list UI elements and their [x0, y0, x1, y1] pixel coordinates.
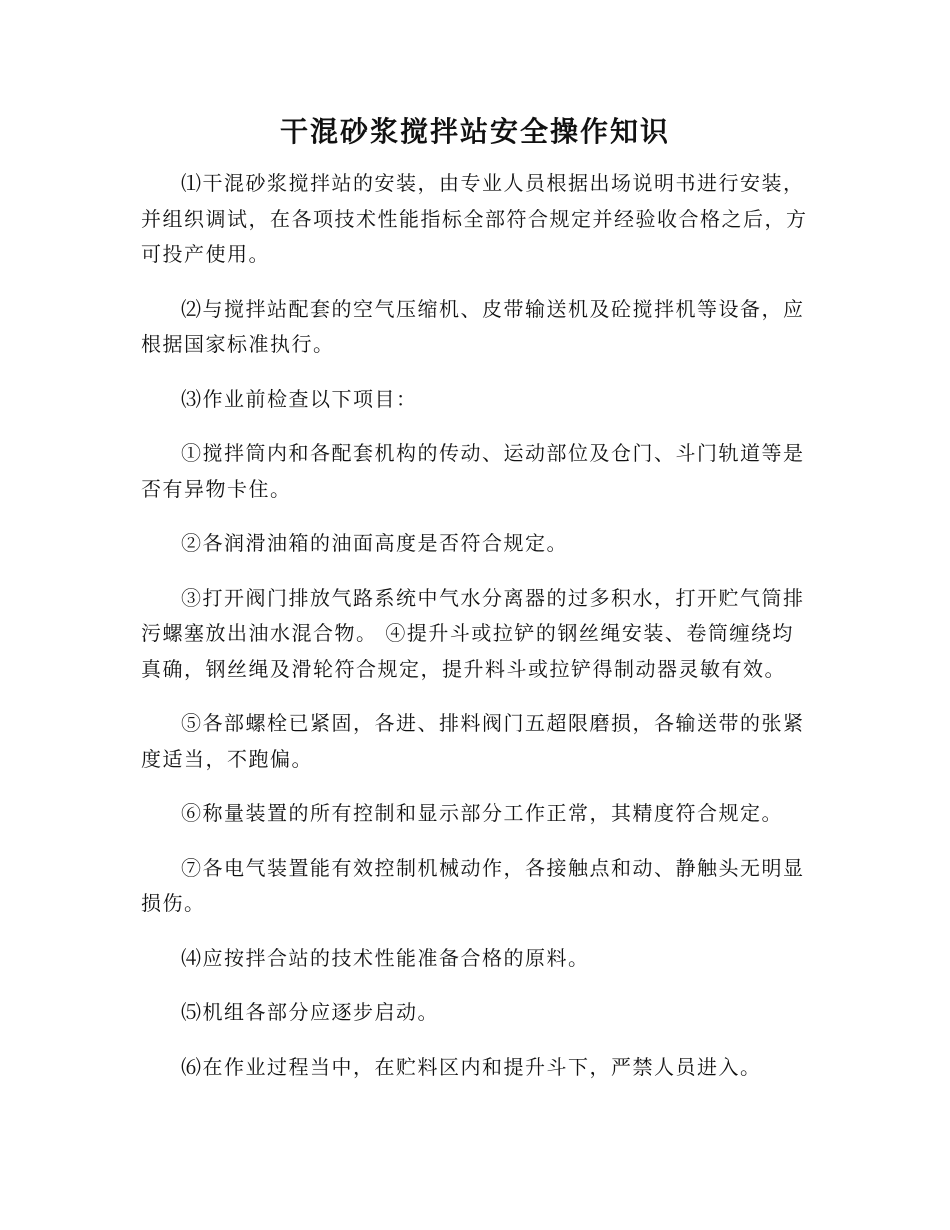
paragraph-3: ⑶作业前检查以下项目： — [181, 386, 418, 411]
paragraph-11: ⑸机组各部分应逐步启动。 — [181, 1000, 439, 1024]
document-title: 干混砂浆搅拌站安全操作知识 — [279, 115, 670, 148]
paragraph-2: ⑵与搅拌站配套的空气压缩机、皮带输送机及砼搅拌机等设备，应根据国家标准执行。 — [141, 296, 805, 356]
paragraph-4: ①搅拌筒内和各配套机构的传动、运动部位及仓门、斗门轨道等是否有异物卡住。 — [141, 441, 805, 501]
paragraph-6: ③打开阀门排放气路系统中气水分离器的过多积水，打开贮气筒排污螺塞放出油水混合物。 ④提升斗或拉铲的钢丝绳安装、卷筒缠绕均真确，钢丝绳及滑轮符合规定，提升料斗或拉铲得制动器灵敏有效。 — [141, 585, 805, 681]
paragraph-5: ②各润滑油箱的油面高度是否符合规定。 — [181, 531, 568, 555]
paragraph-7: ⑤各部螺栓已紧固，各进、排料阀门五超限磨损，各输送带的张紧度适当，不跑偏。 — [141, 711, 805, 771]
paragraph-10: ⑷应按拌合站的技术性能准备合格的原料。 — [181, 945, 590, 970]
document-body — [141, 166, 811, 1104]
paragraph-8: ⑥称量装置的所有控制和显示部分工作正常，其精度符合规定。 — [181, 801, 783, 825]
paragraph-12: ⑹在作业过程当中，在贮料区内和提升斗下，严禁人员进入。 — [181, 1054, 762, 1079]
paragraph-9: ⑦各电气装置能有效控制机械动作，各接触点和动、静触头无明显损伤。 — [141, 855, 805, 915]
paragraph-1: ⑴干混砂浆搅拌站的安装，由专业人员根据出场说明书进行安装，并组织调试，在各项技术性能指标全部符合规定并经验收合格之后，方可投产使用。 — [141, 171, 808, 266]
